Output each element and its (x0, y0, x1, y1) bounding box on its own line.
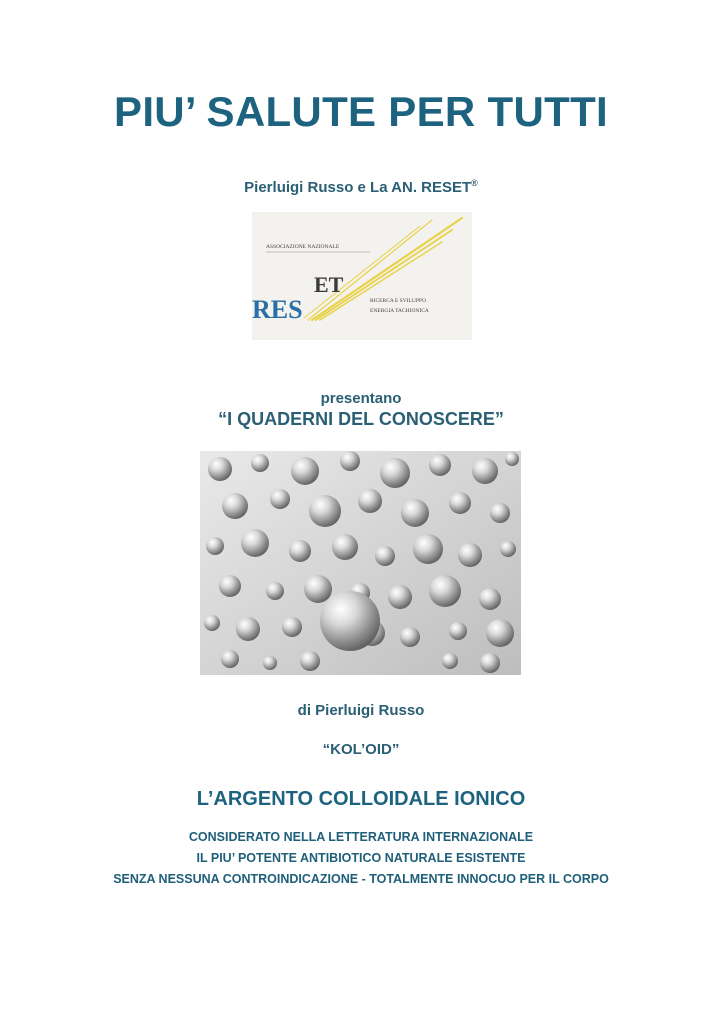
droplet (219, 575, 241, 597)
series-title: “I QUADERNI DEL CONOSCERE” (218, 409, 504, 429)
logo-association-text: ASSOCIAZIONE NAZIONALE (266, 244, 340, 250)
droplet (429, 575, 461, 607)
droplet (480, 653, 500, 673)
registered-mark: ® (471, 178, 478, 188)
authors-text: Pierluigi Russo e La AN. RESET (244, 179, 472, 196)
droplet (413, 534, 443, 564)
droplet (479, 588, 501, 610)
droplet (282, 617, 302, 637)
droplet (449, 492, 471, 514)
droplet (309, 495, 341, 527)
droplet (401, 499, 429, 527)
droplet (358, 489, 382, 513)
droplet (300, 651, 320, 671)
book-subject: L’ARGENTO COLLOIDALE IONICO (196, 788, 526, 810)
authors-line (0, 178, 722, 196)
droplet (263, 656, 277, 670)
droplet (221, 650, 239, 668)
tagline-line-1: CONSIDERATO NELLA LETTERATURA INTERNAZIONALE (188, 830, 534, 844)
droplet (304, 575, 332, 603)
silver-droplets-image (200, 451, 521, 675)
droplet (222, 493, 248, 519)
droplet (251, 454, 269, 472)
droplet (320, 591, 380, 651)
droplet (486, 619, 514, 647)
droplet (472, 458, 498, 484)
logo-tagline-1: RICERCA E SVILUPPO (370, 298, 426, 304)
logo-tagline-2: ENERGIA TACHIONICA (370, 308, 429, 314)
droplet (500, 541, 516, 557)
droplet (206, 537, 224, 555)
droplet (388, 585, 412, 609)
droplet (270, 489, 290, 509)
droplet (442, 653, 458, 669)
droplet (400, 627, 420, 647)
droplet (449, 622, 467, 640)
tagline-line-2: IL PIU’ POTENTE ANTIBIOTICO NATURALE ESISTENTE (196, 851, 526, 865)
logo-et-text: ET (314, 272, 344, 297)
droplet (291, 457, 319, 485)
droplet (266, 582, 284, 600)
droplet (204, 615, 220, 631)
droplet (236, 617, 260, 641)
droplet (505, 452, 519, 466)
droplet (380, 458, 410, 488)
page-title: PIU’ SALUTE PER TUTTI (114, 88, 608, 135)
reset-logo (252, 212, 472, 340)
droplet (340, 451, 360, 471)
droplet (429, 454, 451, 476)
droplet (458, 543, 482, 567)
droplet (208, 457, 232, 481)
tagline-line-3: SENZA NESSUNA CONTROINDICAZIONE - TOTALMENTE INNOCUO PER IL CORPO (113, 872, 609, 886)
droplet (375, 546, 395, 566)
presentano-text: presentano (320, 390, 402, 407)
droplet (289, 540, 311, 562)
book-author: di Pierluigi Russo (297, 702, 425, 719)
logo-res-text: RES (252, 295, 303, 324)
droplet (241, 529, 269, 557)
droplet (490, 503, 510, 523)
book-title: “KOL’OID” (322, 741, 400, 758)
droplet (332, 534, 358, 560)
